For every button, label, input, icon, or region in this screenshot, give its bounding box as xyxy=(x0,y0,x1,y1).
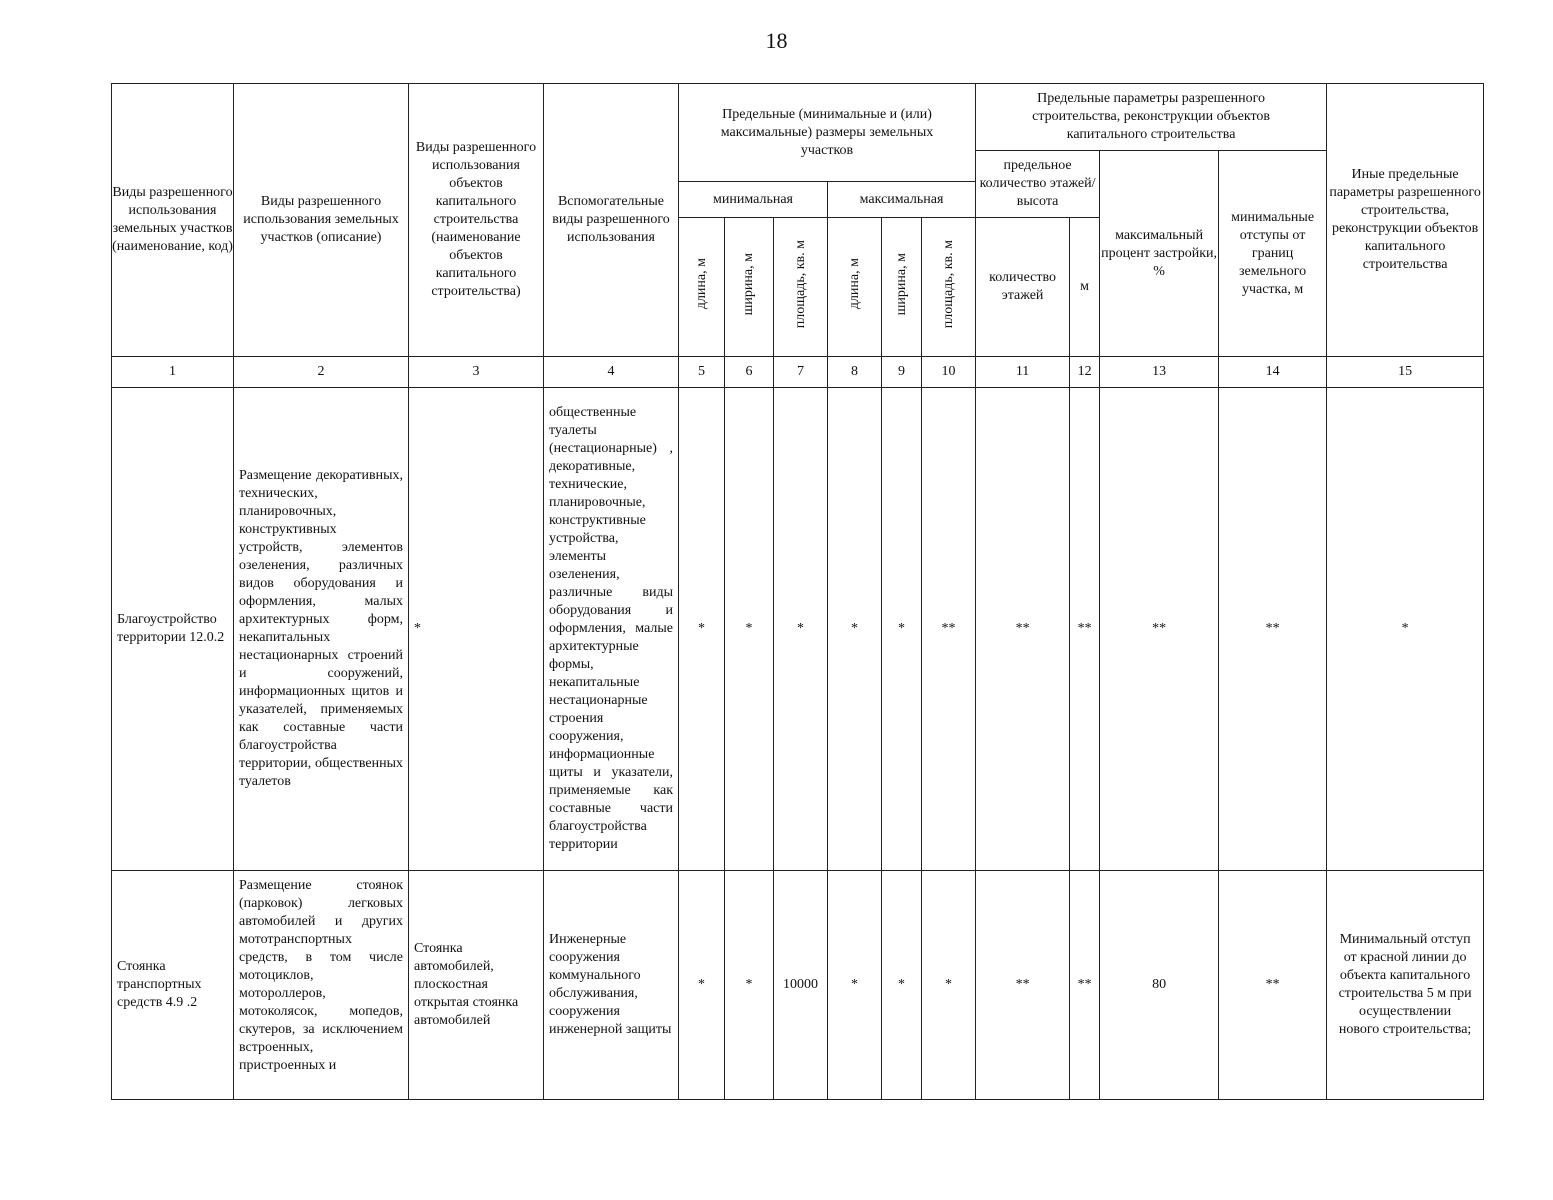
row-auxiliary: Инженерные сооружения коммунального обслуживания, сооружения инженерной защиты xyxy=(544,871,679,1100)
col-number: 2 xyxy=(234,357,409,388)
header-min: минимальная xyxy=(679,182,828,218)
col-number: 9 xyxy=(882,357,922,388)
row-cell: * xyxy=(882,871,922,1100)
header-max-area: площадь, кв. м xyxy=(922,218,976,357)
col-number: 13 xyxy=(1100,357,1219,388)
row-name: Благоустройство территории 12.0.2 xyxy=(112,388,234,871)
header-max-length: длина, м xyxy=(828,218,882,357)
row-oks: * xyxy=(409,388,544,871)
row-cell: * xyxy=(828,871,882,1100)
row-cell: ** xyxy=(1070,871,1100,1100)
header-group-sizes: Предельные (минимальные и (или) максимальные) размеры земельных участков xyxy=(679,84,976,182)
row-oks: Стоянка автомобилей, плоскостная открытая стоянка автомобилей xyxy=(409,871,544,1100)
col-number: 1 xyxy=(112,357,234,388)
col-number: 5 xyxy=(679,357,725,388)
header-min-setback: минимальные отступы от границ земельного участка, м xyxy=(1219,151,1327,357)
row-cell: * xyxy=(774,388,828,871)
page-number: 18 xyxy=(765,28,788,53)
row-cell: * xyxy=(679,388,725,871)
header-group-params: Предельные параметры разрешенного строительства, реконструкции объектов капитального строительства xyxy=(976,84,1327,151)
row-cell: * xyxy=(725,388,774,871)
row-cell: * xyxy=(882,388,922,871)
header-col15: Иные предельные параметры разрешенного строительства, реконструкции объектов капитального строительства xyxy=(1327,84,1484,357)
row-cell: ** xyxy=(1219,388,1327,871)
row-cell: ** xyxy=(1070,388,1100,871)
header-max-width: ширина, м xyxy=(882,218,922,357)
header-floors-height: предельное количество этажей/высота xyxy=(976,151,1100,218)
header-max-percent: максимальный процент застройки, % xyxy=(1100,151,1219,357)
row-description: Размещение декоративных, технических, планировочных, конструктивных устройств, элементов озеленения, различных видов оборудования и оформления, малых архитектурных форм, некапитальных нестационарных строений и сооружений, информационных щитов и указателей, применяемых как составные части благоустройства территории, общественных туалетов xyxy=(234,388,409,871)
row-cell: ** xyxy=(976,871,1070,1100)
header-col3: Виды разрешенного использования объектов капитального строительства (наименование объектов капитального строительства) xyxy=(409,84,544,357)
header-min-width: ширина, м xyxy=(725,218,774,357)
regulations-table xyxy=(111,83,1484,1100)
row-cell: Минимальный отступ от красной линии до объекта капитального строительства 5 м при осуществлении нового строительства; xyxy=(1327,871,1484,1100)
table-row xyxy=(112,388,1484,871)
table-row xyxy=(112,871,1484,1100)
row-description: Размещение стоянок (парковок) легковых автомобилей и других мототранспортных средств, в том числе мотоциклов, мотороллеров, мотоколясок, мопедов, скутеров, за исключением встроенных, пристроенных и xyxy=(234,871,409,1100)
col-number: 12 xyxy=(1070,357,1100,388)
col-number: 8 xyxy=(828,357,882,388)
header-max: максимальная xyxy=(828,182,976,218)
header-col2: Виды разрешенного использования земельных участков (описание) xyxy=(234,84,409,357)
col-number: 15 xyxy=(1327,357,1484,388)
col-number: 10 xyxy=(922,357,976,388)
col-number: 7 xyxy=(774,357,828,388)
header-col1: Виды разрешенного использования земельных участков (наименование, код) xyxy=(112,84,234,357)
row-cell: * xyxy=(828,388,882,871)
row-cell: * xyxy=(679,871,725,1100)
header-meters: м xyxy=(1070,218,1100,357)
col-number: 3 xyxy=(409,357,544,388)
row-cell: ** xyxy=(922,388,976,871)
row-cell: * xyxy=(725,871,774,1100)
row-cell: ** xyxy=(1219,871,1327,1100)
header-col4: Вспомогательные виды разрешенного использования xyxy=(544,84,679,357)
row-cell: 10000 xyxy=(774,871,828,1100)
header-floors: количество этажей xyxy=(976,218,1070,357)
row-cell: ** xyxy=(1100,388,1219,871)
row-cell: * xyxy=(922,871,976,1100)
row-cell: 80 xyxy=(1100,871,1219,1100)
row-cell: * xyxy=(1327,388,1484,871)
header-min-area: площадь, кв. м xyxy=(774,218,828,357)
col-number: 4 xyxy=(544,357,679,388)
col-number: 11 xyxy=(976,357,1070,388)
row-name: Стоянка транспортных средств 4.9 .2 xyxy=(112,871,234,1100)
column-numbers-row xyxy=(112,357,1484,388)
row-cell: ** xyxy=(976,388,1070,871)
col-number: 6 xyxy=(725,357,774,388)
header-min-length: длина, м xyxy=(679,218,725,357)
row-auxiliary: общественные туалеты (нестационарные) , декоративные, технические, планировочные, конструктивные устройства, элементы озеленения, различные виды оборудования и оформления, малые архитектурные формы, некапитальные нестационарные строения сооружения, информационные щиты и указатели, применяемые как составные части благоустройства территории xyxy=(544,388,679,871)
col-number: 14 xyxy=(1219,357,1327,388)
